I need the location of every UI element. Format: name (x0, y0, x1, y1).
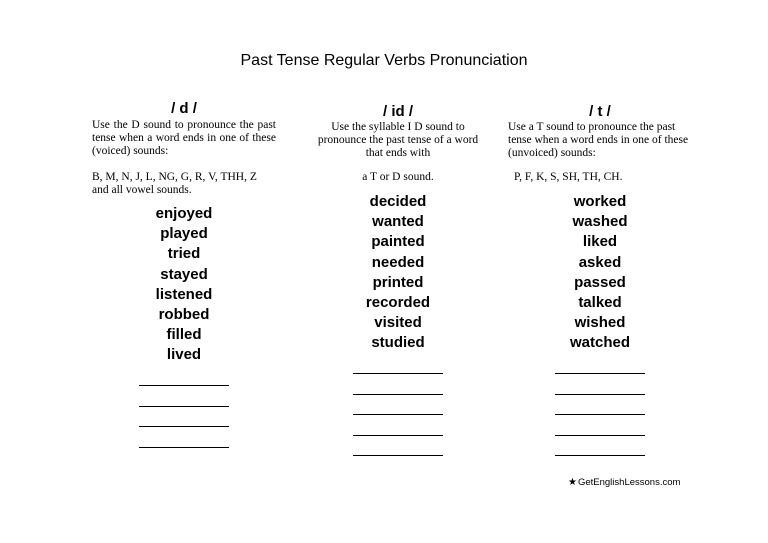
column-heading: / t / (589, 103, 611, 120)
verb-item: watched (569, 334, 630, 352)
column-heading: / d / (171, 100, 197, 117)
verb-item: played (160, 225, 208, 243)
star-icon: ★ (568, 477, 577, 488)
verb-item: tried (167, 245, 201, 263)
blank-lines (508, 354, 692, 457)
blank-line (353, 395, 443, 416)
blank-line (139, 427, 229, 448)
blank-line (555, 395, 645, 416)
site-credit (568, 477, 680, 488)
column-sounds: B, M, N, J, L, NG, G, R, V, THH, Z and all vowel sounds. (92, 171, 257, 196)
verb-item: wanted (372, 213, 424, 231)
verb-item: lived (166, 346, 202, 364)
verb-item: recorded (365, 294, 431, 312)
blank-line (353, 415, 443, 436)
verb-list (508, 192, 692, 354)
verb-item: studied (371, 334, 425, 352)
column-id (312, 103, 484, 456)
blank-lines (312, 354, 484, 457)
column-description: Use the syllable I D sound to pronounce the past tense of a word that ends with (317, 121, 479, 159)
verb-item: enjoyed (155, 205, 213, 222)
verb-list (312, 192, 484, 354)
page-title: Past Tense Regular Verbs Pronunciation (240, 52, 528, 69)
blank-line (555, 415, 645, 436)
verb-item: washed (572, 213, 628, 231)
verb-item: robbed (158, 306, 210, 324)
site-credit-text: GetEnglishLessons.com (577, 477, 681, 488)
verb-item: filled (166, 326, 202, 344)
verb-item: passed (574, 273, 626, 291)
verb-item: printed (372, 273, 424, 291)
blank-line (555, 374, 645, 395)
verb-item: talked (578, 294, 622, 312)
blank-line (353, 374, 443, 395)
column-sounds: a T or D sound. (362, 171, 434, 183)
blank-lines (92, 366, 276, 448)
verb-item: liked (582, 233, 618, 251)
blank-line (139, 366, 229, 387)
column-description: Use the D sound to pronounce the past tense when a word ends in one of these (voiced) sounds: (92, 119, 276, 157)
column-t (508, 103, 692, 456)
verb-item: stayed (160, 265, 208, 283)
verb-item: visited (374, 314, 422, 332)
verb-item: wished (574, 314, 626, 332)
verb-item: painted (371, 233, 425, 251)
verb-item: listened (155, 285, 213, 303)
blank-line (139, 407, 229, 428)
column-sounds: P, F, K, S, SH, TH, CH. (514, 171, 623, 183)
verb-item: needed (371, 253, 425, 271)
column-description: Use a T sound to pronounce the past tense when a word ends in one of these (unvoiced) sounds: (508, 121, 689, 159)
blank-line (555, 354, 645, 375)
verb-list (92, 204, 276, 366)
blank-line (139, 386, 229, 407)
column-d (92, 100, 276, 448)
verb-item: asked (578, 253, 622, 271)
blank-line (353, 436, 443, 457)
verb-item: worked (573, 193, 627, 210)
blank-line (555, 436, 645, 457)
blank-line (353, 354, 443, 375)
column-heading: / id / (383, 103, 413, 120)
verb-item: decided (369, 193, 427, 210)
